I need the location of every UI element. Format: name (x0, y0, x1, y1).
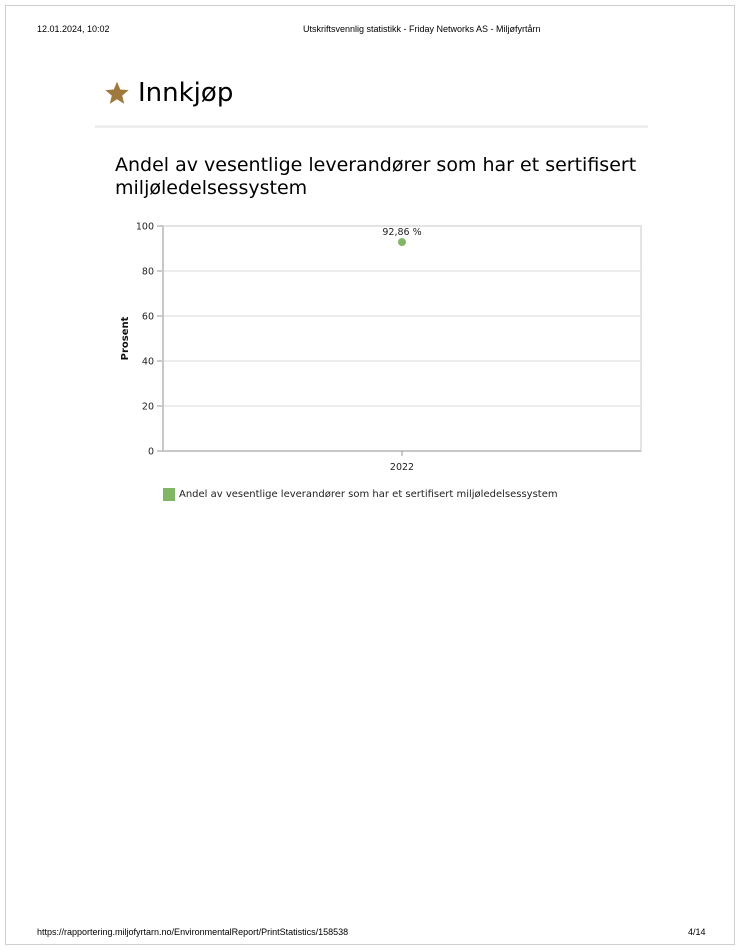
y-tick-label: 0 (147, 446, 154, 458)
section-divider (95, 125, 648, 128)
chart-legend[interactable] (163, 488, 558, 501)
legend-swatch (163, 488, 175, 501)
section-heading (104, 78, 233, 108)
x-tick-label: 2022 (389, 462, 415, 473)
data-label: 92,86 % (382, 227, 422, 239)
plot-frame (163, 226, 641, 451)
print-header-title: Utskriftsvennlig statistikk - Friday Networks AS - Miljøfyrtårn (303, 24, 541, 34)
legend-label: Andel av vesentlige leverandører som har et sertifisert miljøledelsessystem (179, 489, 558, 500)
chart (110, 215, 650, 480)
y-tick-label: 60 (141, 311, 154, 323)
y-axis-title: Prosent (120, 316, 131, 361)
section-title: Innkjøp (138, 78, 234, 108)
y-tick-label: 100 (135, 221, 154, 233)
page-number: 4/14 (688, 927, 706, 937)
data-point (398, 238, 406, 246)
y-tick-label: 80 (141, 266, 154, 278)
y-tick-label: 40 (141, 356, 154, 368)
print-url: https://rapportering.miljofyrtarn.no/EnvironmentalReport/PrintStatistics/158538 (37, 927, 349, 937)
chart-title: Andel av vesentlige leverandører som har et sertifisert miljøledelsessystem (115, 154, 637, 199)
y-tick-label: 20 (141, 401, 154, 413)
print-datetime: 12.01.2024, 10:02 (37, 24, 110, 34)
star-icon (104, 80, 130, 106)
